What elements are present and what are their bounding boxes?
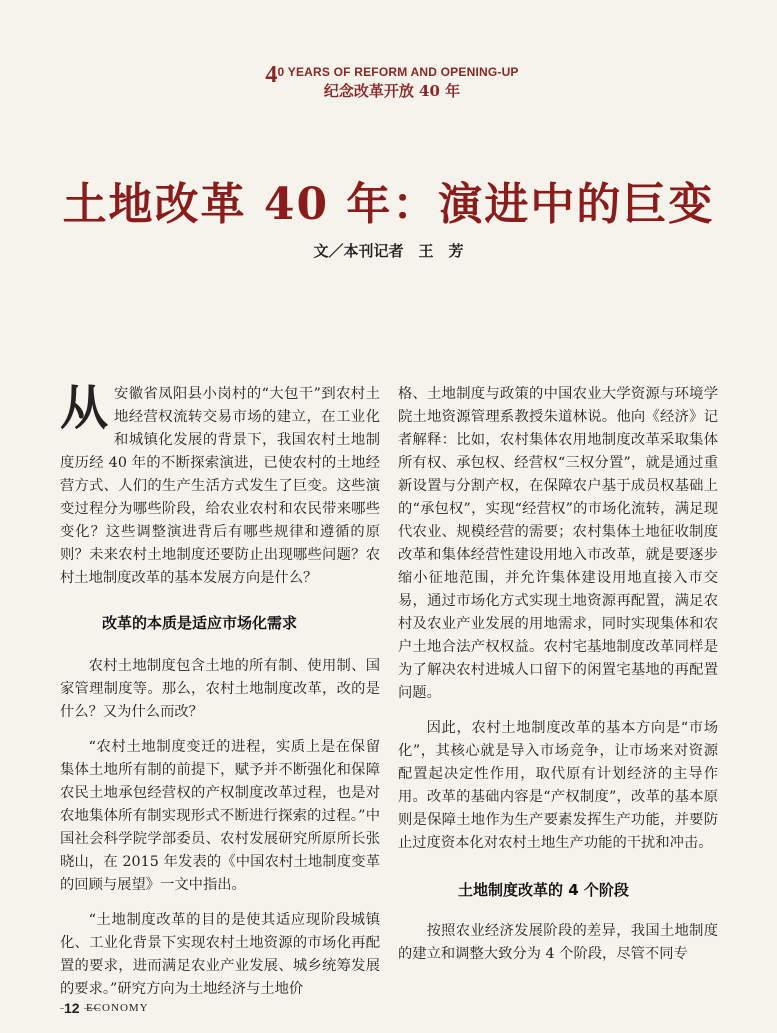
right-column [398, 383, 718, 966]
series-header-english-text: 0 YEARS OF REFORM AND OPENING-UP [277, 65, 519, 79]
body-paragraph: 因此，农村土地制度改革的基本方向是“市场化”，其核心就是导入市场竞争，让市场来对资源配置起决定性作用，取代原有计划经济的主导作用。改革的基础内容是“产权制度”，改革的基本原则是保障土地作为生产要素发挥生产功能，并要防止过度资本化对农村土地生产功能的干扰和冲击。 [398, 720, 718, 851]
section-heading: 土地制度改革的 4 个阶段 [458, 881, 629, 899]
series-header-chinese: 纪念改革开放 40 年 [323, 82, 461, 100]
magazine-name: ECONOMY [86, 1002, 149, 1014]
series-header-digit: 4 [265, 62, 278, 88]
series-header [232, 60, 552, 98]
body-paragraph: 农村土地制度包含土地的所有制、使用制、国家管理制度等。那么，农村土地制度改革，改的是什么？又为什么而改？ [60, 658, 380, 720]
page-number: 12 [64, 1000, 84, 1016]
article-byline: 文／本刊记者 王 芳 [313, 242, 464, 260]
section-heading: 改革的本质是适应市场化需求 [102, 614, 298, 632]
left-column [60, 380, 380, 1001]
body-paragraph: “农村土地制度变迁的进程，实质上是在保留集体土地所有制的前提下，赋予并不断强化和保障农民土地承包经营权的产权制度改革过程，也是对农地集体所有制实现形式不断进行探索的过程。”中国社会科学院学部委员、农村发展研究所原所长张晓山，在 2015 年发表的《中国农村土地制度变革的回顾与展望》一文中指出。 [60, 739, 380, 893]
body-paragraph: 格、土地制度与政策的中国农业大学资源与环境学院土地资源管理系教授朱道林说。他向《经济》记者解释：比如，农村集体农用地制度改革采取集体所有权、承包权、经营权“三权分置”，就是通过重新设置与分割产权，在保障农户基于成员权基础上的“承包权”，实现“经营权”的市场化流转，满足现代农业、规模经营的需要；农村集体土地征收制度改革和集体经营性建设用地入市改革，就是要逐步缩小征地范围，并允许集体建设用地直接入市交易，通过市场化方式实现土地资源再配置，满足农村及农业产业发展的用地需求，同时实现集体和农户土地合法产权权益。农村宅基地制度改革同样是为了解决农村进城人口留下的闲置宅基地的再配置问题。 [398, 386, 718, 701]
body-paragraph: 按照农业经济发展阶段的差异，我国土地制度的建立和调整大致分为 4 个阶段，尽管不同专 [398, 923, 718, 962]
body-paragraph: “土地制度改革的目的是使其适应现阶段城镇化、工业化背景下实现农村土地资源的市场化再配置的要求，进而满足农业产业发展、城乡统筹发展的要求。”研究方向为土地经济与土地价 [60, 912, 380, 997]
intro-paragraph: 从安徽省凤阳县小岗村的“大包干”到农村土地经营权流转交易市场的建立，在工业化和城镇化发展的背景下，我国农村土地制度历经 40 年的不断探索演进，已使农村的土地经营方式、人们的生产生活方式发生了巨变。这些演变过程分为哪些阶段，给农业农村和农民带来哪些变化？这些调整演进背后有哪些规律和遵循的原则？未来农村土地制度还要防止出现哪些问题？农村土地制度改革的基本发展方向是什么？ [60, 380, 380, 586]
article-title: 土地改革 40 年：演进中的巨变 [62, 179, 715, 230]
